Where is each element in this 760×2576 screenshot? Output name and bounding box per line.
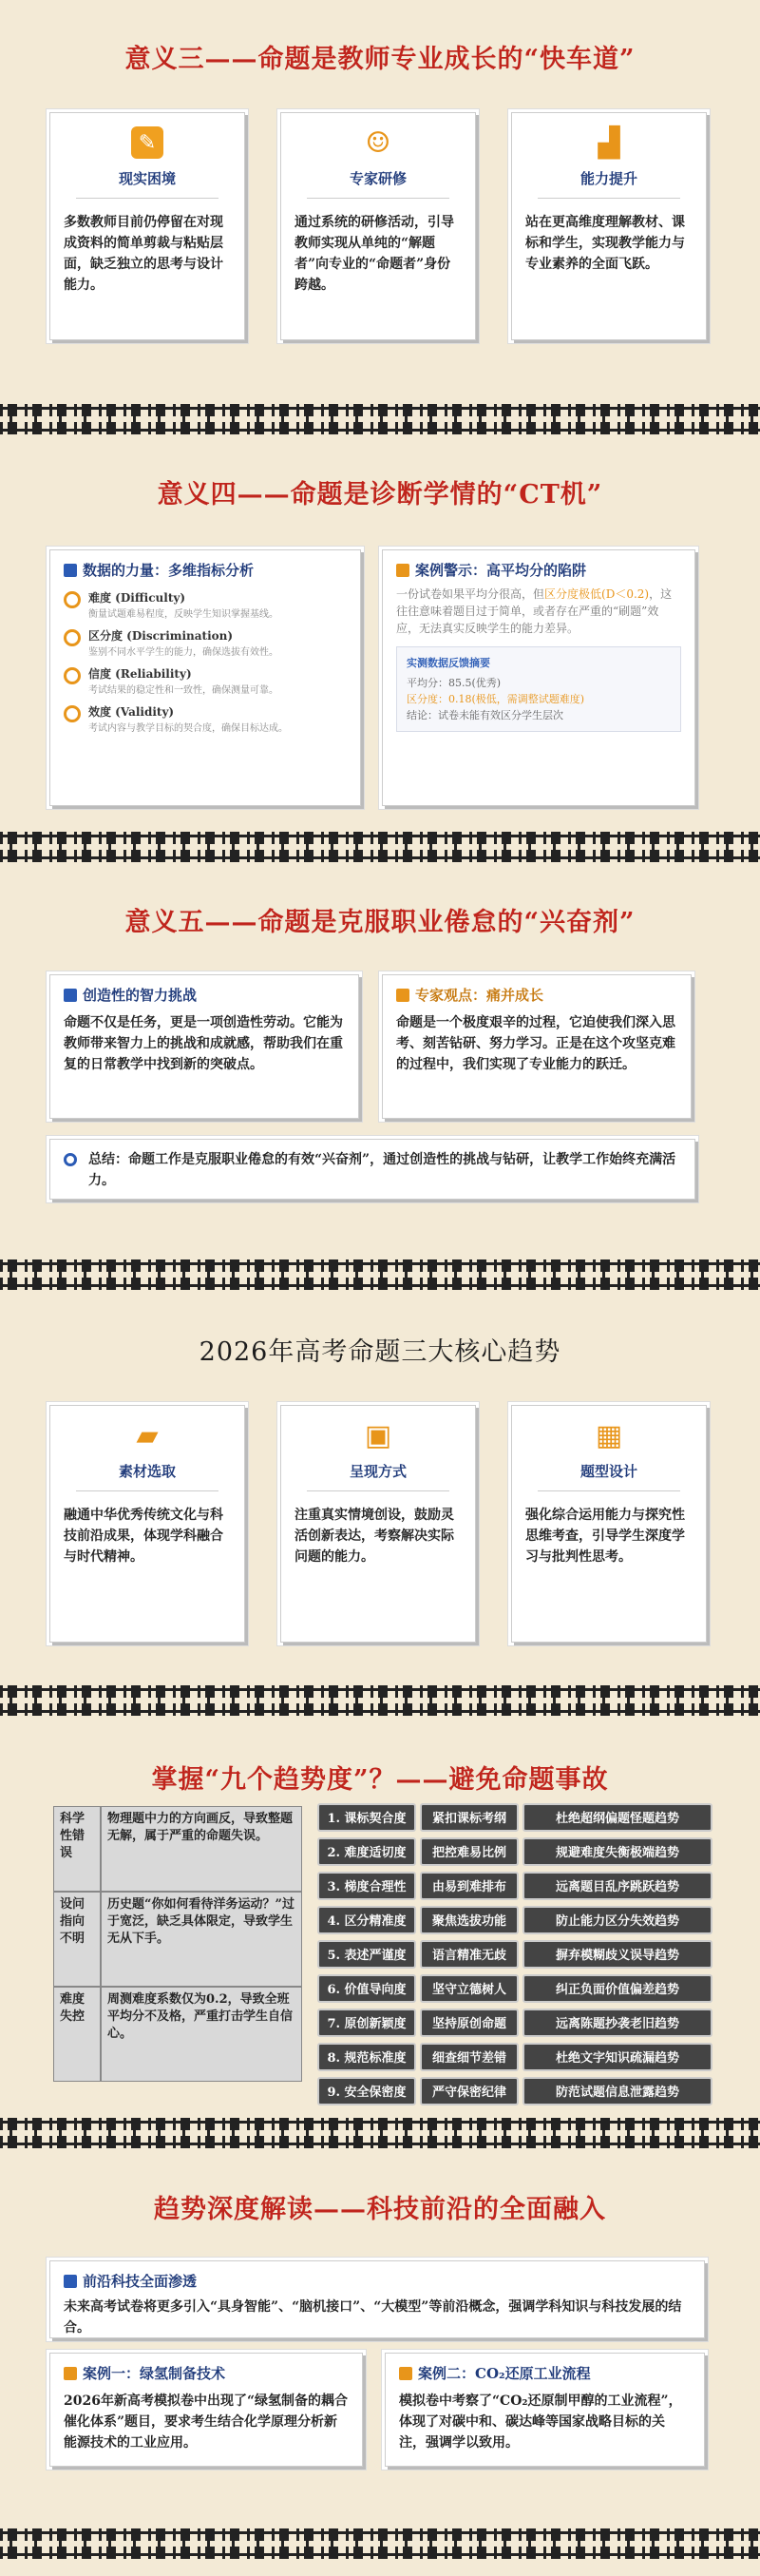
discrimination-value: 区分度：0.18(极低，需调整试题难度) <box>407 693 585 705</box>
case-warning-card <box>382 549 695 806</box>
chart-icon <box>64 564 77 577</box>
calendar-icon: ▦ <box>595 1418 623 1452</box>
trend-cell: 3. 梯度合理性 <box>317 1872 416 1900</box>
error-text: 周测难度系数仅为0.2，导致全班平均分不及格，严重打击学生自信心。 <box>101 1987 302 2082</box>
data-summary-box <box>396 646 681 732</box>
discrimination-icon <box>64 629 81 646</box>
trend-cell: 杜绝超纲偏题怪题趋势 <box>522 1803 712 1832</box>
metric-name: 区分度 (Discrimination) <box>88 629 234 643</box>
card-title: 素材选取 <box>118 1463 176 1480</box>
card-text: 通过系统的研修活动，引导教师实现从单纯的“解题者”向专业的“命题者”身份跨越。 <box>294 215 454 293</box>
card-reality <box>49 112 245 340</box>
trend-cell: 聚焦选拔功能 <box>420 1906 519 1934</box>
summary-box <box>49 1139 695 1200</box>
border-divider <box>0 1259 760 1290</box>
trend-cell: 9. 安全保密度 <box>317 2077 416 2105</box>
trend-cell: 8. 规范标准度 <box>317 2043 416 2071</box>
summary-text: 总结：命题工作是克服职业倦怠的有效“兴奋剂”，通过创造性的挑战与钻研，让教学工作始终充满活力。 <box>88 1152 676 1188</box>
trend-row <box>317 2077 712 2105</box>
trend-cell: 7. 原创新颖度 <box>317 2009 416 2037</box>
trend-cell: 1. 课标契合度 <box>317 1803 416 1832</box>
card-text: 未来高考试卷将更多引入“具身智能”、“脑机接口”、“大模型”等前沿概念，强调学科知识与科技发展的结合。 <box>64 2299 682 2336</box>
trend-card-material <box>49 1405 245 1643</box>
border-divider <box>0 1685 760 1716</box>
challenge-card <box>49 974 359 1119</box>
data-power-card <box>49 549 361 806</box>
card-text: 多数教师目前仍停留在对现成资料的简单剪裁与粘贴层面，缺乏独立的思考与设计能力。 <box>64 215 223 293</box>
trend-cell: 杜绝文字知识疏漏趋势 <box>522 2043 712 2071</box>
trend-cell: 纠正负面价值偏差趋势 <box>522 1974 712 2003</box>
section4-title: 意义四——命题是诊断学情的“CT机” <box>157 480 603 509</box>
shield-icon <box>64 667 81 684</box>
error-label: 科学性错误 <box>53 1806 101 1892</box>
target-icon <box>64 705 81 722</box>
card-title: 案例一：绿氢制备技术 <box>83 2365 226 2382</box>
trend-cell: 坚守立德树人 <box>420 1974 519 2003</box>
box-title: 实测数据反馈摘要 <box>407 657 490 669</box>
error-text: 物理题中力的方向画反，导致整题无解，属于严重的命题失误。 <box>101 1806 302 1892</box>
metric-desc: 鉴别不同水平学生的能力，确保选拔有效性。 <box>88 647 278 658</box>
trend-cell: 远离陈题抄袭老旧趋势 <box>522 2009 712 2037</box>
trend-cell: 防止能力区分失效趋势 <box>522 1906 712 1934</box>
metric-name: 效度 (Validity) <box>88 705 175 719</box>
deep-title: 趋势深度解读——科技前沿的全面融入 <box>154 2195 606 2224</box>
error-label: 设问指向不明 <box>53 1892 101 1987</box>
card-title: 现实困境 <box>118 170 176 187</box>
book-icon: ▰ <box>136 1418 159 1452</box>
trend-row <box>317 1803 712 1832</box>
card-text: 注重真实情境创设，鼓励灵活创新表达，考察解决实际问题的能力。 <box>294 1508 454 1565</box>
chip-icon <box>64 2275 77 2288</box>
card-text: 站在更高维度理解教材、课标和学生，实现教学能力与专业素养的全面飞跃。 <box>525 215 685 272</box>
border-divider <box>0 832 760 862</box>
card-title: 题型设计 <box>580 1463 637 1480</box>
trend-card-presentation <box>280 1405 476 1643</box>
trend-cell: 5. 表述严谨度 <box>317 1940 416 1969</box>
trend-cell: 紧扣课标考纲 <box>420 1803 519 1832</box>
card-text: 2026年新高考模拟卷中出现了“绿氢制备的耦合催化体系”题目，要求考生结合化学原理分析新能源技术的工业应用。 <box>64 2393 349 2451</box>
card-title: 前沿科技全面渗透 <box>83 2273 198 2290</box>
border-divider <box>0 404 760 434</box>
teacher-icon: ☺ <box>365 125 391 160</box>
trend-row <box>317 1837 712 1866</box>
trends-title: 2026年高考命题三大核心趋势 <box>199 1337 561 1367</box>
card-title: 案例二：CO₂还原工业流程 <box>418 2365 591 2382</box>
metric-desc: 衡量试题难易程度，反映学生知识掌握基线。 <box>88 609 278 620</box>
case2-card <box>385 2353 705 2467</box>
metric-desc: 考试结果的稳定性和一致性，确保测量可靠。 <box>88 685 278 696</box>
trend-cell: 6. 价值导向度 <box>317 1974 416 2003</box>
card-title: 能力提升 <box>580 170 637 187</box>
card-text: 强化综合运用能力与探究性思维考查，引导学生深度学习与批判性思考。 <box>525 1508 685 1565</box>
border-divider <box>0 2118 760 2148</box>
section5-title: 意义五——命题是克服职业倦怠的“兴奋剂” <box>124 908 636 937</box>
nine-title: 掌握“九个趋势度”？——避免命题事故 <box>151 1765 609 1795</box>
error-text: 历史题“你如何看待洋务运动？”过于宽泛，缺乏具体限定，导致学生无从下手。 <box>101 1892 302 1987</box>
case1-card <box>49 2353 363 2467</box>
avg-score: 平均分：85.5(优秀) <box>407 677 502 689</box>
border-divider <box>0 2528 760 2559</box>
frontier-card <box>49 2260 705 2338</box>
trend-cell: 防范试题信息泄露趋势 <box>522 2077 712 2105</box>
presentation-icon: ▣ <box>364 1418 392 1452</box>
trend-cell: 细查细节差错 <box>420 2043 519 2071</box>
factory-icon <box>399 2367 412 2380</box>
nine-trends-table <box>317 1803 712 2111</box>
trend-row <box>317 1872 712 1900</box>
metric-desc: 考试内容与教学目标的契合度，确保目标达成。 <box>88 723 288 734</box>
expert-view-card <box>382 974 692 1119</box>
card-title: 呈现方式 <box>349 1463 407 1480</box>
case-text: 一份试卷如果平均分很高，但区分度极低(D＜0.2)，这往往意味着题目过于简单，或者存在严重的“刷题”效应，无法真实反映学生的能力差异。 <box>396 587 673 635</box>
trend-row <box>317 1940 712 1969</box>
card-text: 命题不仅是任务，更是一项创造性劳动。它能为教师带来智力上的挑战和成就感，帮助我们在重复的日常教学中找到新的突破点。 <box>64 1015 343 1072</box>
pen-square-icon: ✎ <box>131 126 163 159</box>
trend-row <box>317 2043 712 2071</box>
trend-cell: 坚持原创命题 <box>420 2009 519 2037</box>
card-expert <box>280 112 476 340</box>
trend-cell: 语言精准无歧 <box>420 1940 519 1969</box>
card-title: 专家观点：痛并成长 <box>415 987 544 1004</box>
metric-name: 难度 (Difficulty) <box>88 591 186 605</box>
card-text: 模拟卷中考察了“CO₂还原制甲醇的工业流程”，体现了对碳中和、碳达峰等国家战略目标的关注，强调学以致用。 <box>399 2393 682 2451</box>
trend-cell: 规避难度失衡极端趋势 <box>522 1837 712 1866</box>
trend-cell: 由易到难排布 <box>420 1872 519 1900</box>
trend-row <box>317 2009 712 2037</box>
section3-title: 意义三——命题是教师专业成长的“快车道” <box>124 45 636 74</box>
trend-card-design <box>511 1405 707 1643</box>
trend-cell: 远离题目乱序跳跃趋势 <box>522 1872 712 1900</box>
trend-row <box>317 1906 712 1934</box>
trend-cell: 2. 难度适切度 <box>317 1837 416 1866</box>
difficulty-icon <box>64 591 81 608</box>
card-title: 创造性的智力挑战 <box>83 987 198 1004</box>
conclusion: 结论：试卷未能有效区分学生层次 <box>407 709 563 721</box>
card-text: 命题是一个极度艰辛的过程，它迫使我们深入思考、刻苦钻研、努力学习。正是在这个攻坚克难的过程中，我们实现了专业能力的跃迁。 <box>396 1015 675 1072</box>
trend-row <box>317 1974 712 2003</box>
card-text: 融通中华优秀传统文化与科技前沿成果，体现学科融合与时代精神。 <box>64 1508 223 1565</box>
error-label: 难度失控 <box>53 1987 101 2082</box>
trend-cell: 把控难易比例 <box>420 1837 519 1866</box>
info-icon <box>64 1153 77 1166</box>
brain-icon <box>64 989 77 1002</box>
card-title: 案例警示：高平均分的陷阱 <box>415 562 587 579</box>
card-title: 数据的力量：多维指标分析 <box>83 562 255 579</box>
card-title: 专家研修 <box>349 170 407 187</box>
chart-icon: ▟ <box>598 125 620 160</box>
trend-cell: 严守保密纪律 <box>420 2077 519 2105</box>
trend-cell: 4. 区分精准度 <box>317 1906 416 1934</box>
card-ability <box>511 112 707 340</box>
flask-icon <box>64 2367 77 2380</box>
person-icon <box>396 989 409 1002</box>
metric-name: 信度 (Reliability) <box>88 667 192 681</box>
trend-cell: 摒弃模糊歧义误导趋势 <box>522 1940 712 1969</box>
error-table <box>53 1806 302 2082</box>
warning-icon <box>396 564 409 577</box>
